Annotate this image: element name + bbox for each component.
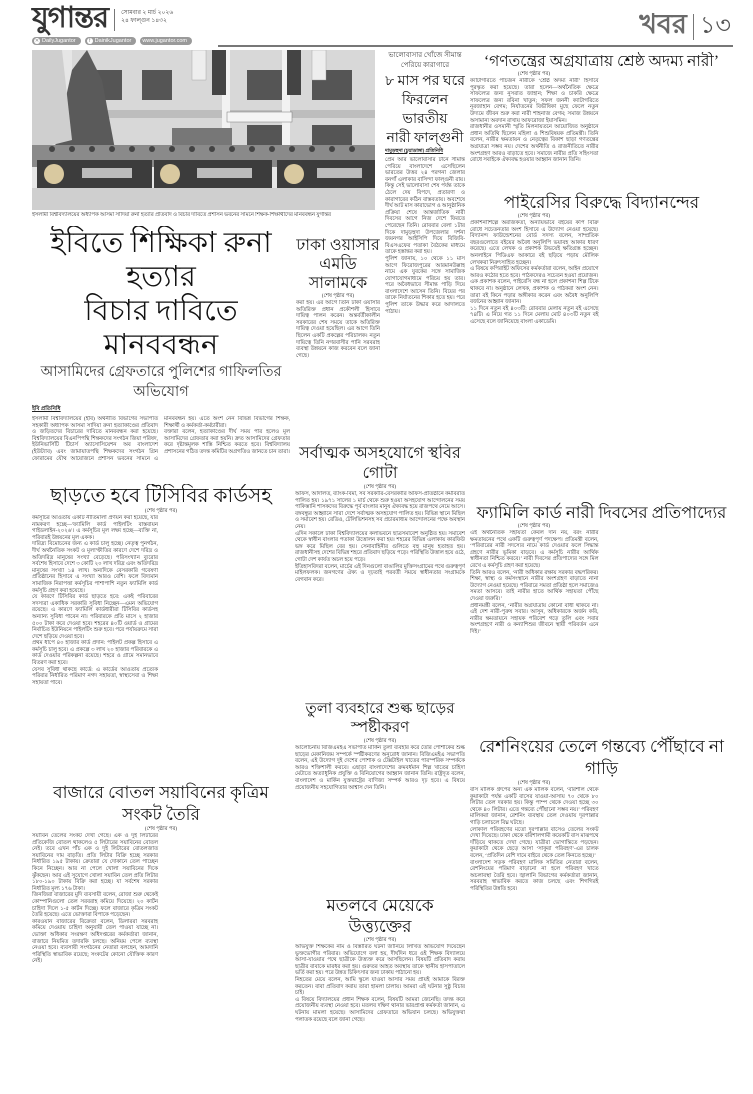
- soybean-body: [32, 833, 290, 1087]
- article-paragraph: এ বিষয়ে কপিরাইট অফিসের কর্মকর্তারা বলেন, আইন প্রয়োগে আরও কঠোর হতে হবে। পাঠকদেরও সচেতন হওয়া প্রয়োজন। এক প্রকাশক বলেন, পাইরেসি বন্ধ না হলে প্রকাশনা শিল্প টিকে থাকবে না। অনুষ্ঠানে লেখক, প্রকাশক ও পাঠকরা অংশ নেন। তারা বই কিনে পড়ার অঙ্গীকার করেন এবং অবৈধ অনুলিপি বর্জনের আহ্বান জানান।: [470, 266, 599, 306]
- article-paragraph: প্রধানমন্ত্রী বলেন, ‘নারীর অগ্রযাত্রায় কোনো বাধা থাকবে না। এই দেশ নারী-পুরুষ সবার। আসুন, অধিকারকে অর্জন করি, নারীর ক্ষমতায়নে সহায়ক পরিবেশ গড়ে তুলি এবং সবার অংশগ্রহণে নারী ও কন্যাশিশুর জীবনে স্থায়ী পরিবর্তন এনে দিই।’: [470, 602, 599, 635]
- continued-label: (শেষ পৃষ্ঠার পর): [517, 213, 551, 219]
- family-card-article: [470, 502, 733, 730]
- social-facebook-link[interactable]: [85, 37, 137, 45]
- phalguni-byline: দামুড়হুদা (চুয়াডাঙ্গা) প্রতিনিধি: [385, 149, 444, 154]
- democracy-body: [470, 78, 733, 188]
- wasa-body: [296, 300, 380, 440]
- article-paragraph: নিহতের মেয়ে বলেন, আমি স্কুলে যাওয়া আসার সময় প্রায়ই আমাকে বিরক্ত করতেন। বাবা প্রতিবাদ করায় তারা হামলা চালায়। আমরা এই ঘটনার সুষ্ঠু বিচার চাই।: [295, 976, 465, 997]
- article-paragraph: তিনি আরও বলেন, ‘নারী অধিকার রক্ষায় সরকার বদ্ধপরিকর। শিক্ষা, স্বাস্থ্য ও কর্মসংস্থানে নারীর অংশগ্রহণ বাড়াতে নানা উদ্যোগ নেওয়া হয়েছে। পরিবারে সমতা প্রতিষ্ঠা হলে সমাজেও সমতা আসবে। তাই নারীর হাতে আর্থিক সহায়তা পৌঁছে দেওয়া জরুরি।’: [470, 569, 599, 602]
- phalguni-headline-1: ৮ মাস পর ঘরে: [385, 74, 465, 89]
- continued-label: (শেষ পৃষ্ঠার পর): [363, 484, 397, 490]
- issue-date: [121, 9, 173, 25]
- section-divider: [693, 14, 694, 40]
- continued-label: (শেষ পৃষ্ঠার পর): [144, 508, 178, 514]
- lead-headline-line1: ইবিতে শিক্ষিকা রুনা হত্যার: [50, 227, 272, 293]
- protest-photo-image: [32, 50, 375, 210]
- matlab-article: [295, 895, 465, 1087]
- continued-label: (শেষ পৃষ্ঠার পর): [517, 780, 551, 786]
- cotton-headline: তুলা ব্যবহারে শুল্ক ছাড়ের স্পষ্টীকরণ: [305, 701, 455, 736]
- article-paragraph: পুলিশ জানায়, ১০ থেকে ১১ মাস আগে ফিরোজপুরের আরমানউল্লাহ নামে এক যুবকের সঙ্গে সামাজিক যোগাযোগমাধ্যমে পরিচয় হয় তার। পরে অবৈধভাবে সীমান্ত পাড়ি দিয়ে বাংলাদেশে আসেন তিনি। বিয়ের পর তাকে নির্যাতনের শিকার হতে হয়। পরে পুলিশ তাকে উদ্ধার করে আদালতে পাঠায়।: [385, 255, 465, 315]
- lead-subhead: আসামিদের গ্রেফতারে পুলিশের গাফিলতির অভিযোগ: [40, 364, 282, 400]
- date-bengali: ২৪ ফাল্গুন ১৪৩২: [121, 18, 167, 24]
- strike-article: [295, 444, 465, 694]
- article-paragraph: দারিদ্র্য বিমোচনের জন্য এ কার্ড চালু হচ্ছে। নেতৃত্ব পুনর্গঠন, দীর্ঘ অর্থনৈতিক সংকট ও মূল্যস্ফীতির কারণে দেশে দরিদ্র ও অতিদরিদ্র মানুষের সংখ্যা বেড়েছে। পরিসংখ্যান ব্যুরোর সর্বশেষ হিসাবে দেশে ৩ কোটি ২০ লাখ দরিদ্র এবং অতিদরিদ্র মানুষের সংখ্যা ১৪ লাখ। অন্যদিকে বেসরকারি গবেষণা প্রতিষ্ঠানের হিসাবে এ সংখ্যা আরও বেশি। ফলে বিদ্যমান সামাজিক নিরাপত্তা কর্মসূচির পাশাপাশি নতুন ফ্যামিলি কার্ড কর্মসূচি গ্রহণ করা হয়েছে।: [32, 541, 158, 594]
- article-paragraph: এদিন সকালে ঢাকা বিশ্ববিদ্যালয়ের কলাভবনে ছাত্রসমাবেশ অনুষ্ঠিত হয়। সমাবেশ থেকে স্বাধীন বাংলার পতাকা উত্তোলন করা হয়। শহরের বিভিন্ন এলাকায় কারফিউ ভঙ্গ করে মিছিল বের হয়। সেনাবাহিনীর গুলিতে বহু মানুষ হতাহত হয়। রাজধানীসহ দেশের বিভিন্ন শহরে প্রতিবাদ ছড়িয়ে পড়ে। পরিস্থিতি উত্তাল হয়ে ওঠে, গোটা দেশ কার্যত অচল হয়ে পড়ে।: [295, 530, 465, 563]
- strike-body: [295, 491, 465, 694]
- continued-label: (শেষ পৃষ্ঠার পর): [517, 71, 551, 77]
- section-header: [639, 4, 731, 49]
- democracy-headline: ‘গণতন্ত্রের অগ্রযাত্রায় শ্রেষ্ঠ অদম্য নারী’: [483, 53, 719, 70]
- tcb-body: [32, 515, 290, 776]
- article-paragraph: এ বিষয়ে বিদ্যালয়ের প্রধান শিক্ষক বলেন, বিষয়টি আমরা জেনেছি। তদন্ত করে প্রয়োজনীয় ব্যবস্থা নেওয়া হবে। মতলব দক্ষিণ থানার ভারপ্রাপ্ত কর্মকর্তা জানান, এ ঘটনায় মামলা হয়েছে। আসামিদের গ্রেফতারে অভিযান চলছে। অভিযুক্তরা পলাতক রয়েছে বলে জানা গেছে।: [295, 996, 465, 1023]
- cotton-article: [295, 700, 465, 888]
- social-label: DailyJugantor: [42, 38, 76, 44]
- article-paragraph: এই অর্থনৈতিক সহায়তা কেবল দান নয়, বরং নারীর ক্ষমতায়নের পথে একটি গুরুত্বপূর্ণ পদক্ষেপ। প্রতিমন্ত্রী বলেন, ‘পরিবারের নারী সদস্যের নামে কার্ড দেওয়ার ফলে সিদ্ধান্ত গ্রহণে নারীর ভূমিকা বাড়বে। এ কর্মসূচি নারীর আর্থিক স্বাধীনতা নিশ্চিত করবে।’ নারী দিবসের প্রতিপাদ্যের সঙ্গে মিল রেখে এ কর্মসূচি গ্রহণ করা হয়েছে।: [470, 530, 599, 569]
- wasa-headline-line1: ঢাকা ওয়াসার: [296, 237, 380, 254]
- article-paragraph: কর্মসূচির আওতায় একটি নীতিমালা প্রণয়ন করা হয়েছে, যার নামকরণ হচ্ছে—'ফ্যামিলি কার্ড পাইলটিং বাস্তবায়ন গাইডলাইন-২০২৬'। এ কর্মসূচির মূল লক্ষ্য হচ্ছে—ব্যক্তি না, পরিবারই উন্নয়নের মূল একক।: [32, 515, 158, 541]
- piracy-headline: পাইরেসির বিরুদ্ধে বিদ্যানন্দের: [503, 193, 700, 212]
- facebook-icon: f: [87, 38, 93, 44]
- democracy-article: [470, 52, 733, 188]
- family-card-headline: ফ্যামিলি কার্ড নারী দিবসের প্রতিপাদ্যের: [476, 503, 727, 522]
- date-gregorian: সোমবার ২ মার্চ ২০২৬: [121, 10, 174, 16]
- continued-label: (শেষ পৃষ্ঠার পর): [363, 937, 397, 943]
- family-card-body: [470, 530, 733, 730]
- page-number: ১৩: [699, 12, 731, 39]
- lead-photo: [32, 50, 375, 210]
- lead-article: [32, 226, 290, 464]
- masthead-brand: [32, 3, 173, 35]
- article-paragraph: জিনজিরা বাজারের মুদি ব্যবসায়ী বলেন, রোজা শুরু থেকেই কোম্পানিগুলো তেল সরবরাহ কমিয়ে দিয়েছে। ২০ কার্টন চাহিদা দিলে ১-৫ কার্টন দিচ্ছে। ফলে বাজারে কৃত্রিম সংকট তৈরি হয়েছে। এতে ভোক্তারা বিপাকে পড়েছেন।: [32, 892, 158, 919]
- ration-article: [470, 736, 733, 1087]
- soybean-article: [32, 782, 290, 1087]
- lead-byline: ইবি প্রতিনিধি: [32, 406, 61, 412]
- ration-body: [470, 787, 733, 1087]
- lead-body: [32, 416, 290, 464]
- article-paragraph: ১১ দিনে নতুন বই ৪০৩টি: রোববার মেলায় নতুন বই এসেছে ৭৪টি। এ নিয়ে গত ১১ দিনে মেলায় মোট ৪০৩টি নতুন বই এসেছে বলে জানিয়েছে বাংলা একাডেমি।: [470, 305, 599, 325]
- article-paragraph: করা হয়। এর আগে তিনি ঢাকা ওয়াসার অতিরিক্ত প্রধান প্রকৌশলী হিসাবে দায়িত্ব পালন করেন। অন্তর্বর্তীকালীন সরকারের শেষ সময়ে তাকে অতিরিক্ত দায়িত্ব দেওয়া হয়েছিল। এর আগে তিনি ছিলেন একটি প্রকল্পের পরিচালক। নতুন দায়িত্বে তিনি নগরবাসীর পানি সরবরাহ ব্যবস্থা উন্নয়নে কাজ করবেন বলে জানা গেছে।: [296, 300, 380, 359]
- article-paragraph: প্রথম ধাপে ৪০ হাজার কার্ড প্রদান: পাইলট প্রকল্প হিসাবে এ কর্মসূচি চালু হবে। এ প্রকল্পে ৩ লাখ ২০ হাজার পরিবারকে এ কার্ড দেওয়ার পরিকল্পনা রয়েছে। শহরে ও গ্রামে সমানভাবে বিতরণ করা হবে।: [32, 640, 158, 667]
- article-paragraph: বক্তারা বলেন, হত্যাকাণ্ডের দীর্ঘ সময় পার হলেও মূল আসামিদের গ্রেফতার করা হয়নি। দ্রুত আসামিদের গ্রেফতার করে দৃষ্টান্তমূলক শাস্তি নিশ্চিত করতে হবে। বিশ্ববিদ্যালয় প্রশাসনের গঠিত তদন্ত কমিটির অগ্রগতিও জানতে চান তারা।: [164, 429, 290, 455]
- soybean-headline: বাজারে বোতল সয়াবিনের কৃত্রিম সংকট তৈরি: [53, 783, 269, 824]
- phalguni-headline-2: ফিরলেন ভারতীয়: [401, 93, 449, 127]
- piracy-article: [470, 192, 733, 496]
- strike-headline: সর্বাত্মক অসহযোগে স্থবির গোটা: [299, 445, 461, 482]
- tcb-article: [32, 484, 290, 776]
- social-links: [32, 37, 192, 45]
- website-link[interactable]: [140, 37, 192, 45]
- article-paragraph: অভিযুক্ত শিক্ষকের নাম ও বিস্তারিত ঘটনা জানিয়ে লিখিত অভিযোগ দিয়েছেন ভুক্তভোগীর পরিবার। অভিযোগে বলা হয়, দীর্ঘদিন ধরে ওই শিক্ষক বিদ্যালয়ে আসা-যাওয়ার পথে ছাত্রীকে উত্ত্যক্ত করে আসছিলেন। বিষয়টি প্রতিবাদ করায় ছাত্রীর বাবাকে মারধর করা হয়। গুরুতর আহত অবস্থায় তাকে স্থানীয় হাসপাতালে ভর্তি করা হয়। পরে উন্নত চিকিৎসার জন্য ঢাকায় পাঠানো হয়।: [295, 944, 465, 977]
- photo-caption: ইসলামী বিশ্ববিদ্যালয়ের অধ্যাপক আসমা সাদিয়া রুনা হত্যার প্রতিবাদ ও বিচার দাবিতে প্রশাসন ভবনের সামনে শিক্ষক-শিক্ষার্থীদের মানববন্ধন যুগান্তর: [32, 212, 331, 218]
- continued-label: (শেষ পৃষ্ঠার পর): [144, 826, 178, 832]
- cotton-body: [295, 745, 465, 888]
- article-paragraph: ইতিহাসবিদরা বলেন, মার্চের এই দিনগুলো বাঙালির মুক্তিসংগ্রামের পথে গুরুত্বপূর্ণ মাইলফলক। জনগণের ঐক্য ও দৃঢ়তাই পরবর্তী সময়ে স্বাধীনতার সংগ্রামকে বেগবান করে।: [295, 563, 465, 583]
- matlab-body: [295, 944, 465, 1087]
- continued-label: (শেষ পৃষ্ঠার পর): [363, 738, 397, 744]
- article-paragraph: প্রকাশনাশিল্পে অরাজকতা, অন্যায়ভাবে বইয়ের কপি বিক্রি রোধে সচেতনতার অংশ হিসাবে এ উদ্যোগ নেওয়া হয়েছে। বিদ্যানন্দ ফাউন্ডেশনের বোর্ড সদস্য বলেন, সাম্প্রতিক বছরগুলোতে বইয়ের অবৈধ অনুলিপি ভয়াবহ আকার ধারণ করেছে। এতে লেখক ও প্রকাশক উভয়েই ক্ষতিগ্রস্ত হচ্ছেন। অনলাইনে পিডিএফ আকারে বই ছড়িয়ে পড়ায় মৌলিক লেখকরা নিরুৎসাহিত হচ্ছেন।: [470, 220, 599, 266]
- ration-headline: রেশনিংয়ের তেলে গন্তব্যে পৌঁছাবে না গাড়ি: [479, 737, 724, 778]
- article-paragraph: ক্যাটাগরিতে পাঁচজন নারীকে ‘শ্রেষ্ঠ অদম্য নারী’ হিসাবে পুরস্কৃত করা হয়েছে। তারা হলেন—অর্থনৈতিক ক্ষেত্রে সাফল্যের জন্য নুসরাত জাহান; শিক্ষা ও চাকরি ক্ষেত্রে সাফল্যের জন্য রবিনা খাতুন; সফল জননী ক্যাটাগরিতে নূরজাহান বেগম; নির্যাতনের বিভীষিকা মুছে ফেলে নতুন উদ্যমে জীবন শুরু করা নারী শাহনাজ বেগম; সমাজ উন্নয়নে অসামান্য অবদান রাখায় আফরোজা ইয়াসমিন।: [470, 78, 599, 124]
- phalguni-kicker-1: ভালোবাসার খোঁজে সীমান্ত: [388, 51, 462, 59]
- matlab-headline: মতলবে মেয়েকে উত্ত্যক্তের: [326, 896, 434, 936]
- wasa-article: [296, 236, 380, 440]
- phalguni-article: [385, 50, 465, 438]
- phalguni-headline-3: নারী ফাল্গুনী: [386, 131, 464, 146]
- article-paragraph: প্রেম আর ভালোবাসার টানে সীমান্ত পেরিয়ে বাংলাদেশে এসেছিলেন ভারতের উত্তর ২৪ পরগনা জেলার বনগাঁ এলাকার বাসিন্দা ফাল্গুনী রায়। কিন্তু সেই ভালোবাসা শেষ পর্যন্ত তাকে ঠেলে দেয় বিপদে, প্রতারণা ও কারাগারের কঠিন বাস্তবতায়। অবশেষে দীর্ঘ আট মাস কারাভোগ ও আনুষ্ঠানিক প্রক্রিয়া শেষে আন্তর্জাতিক নারী দিবসের আগে নিজ দেশে ফিরতে পেরেছেন তিনি। রোববার বেলা ১টার দিকে দামুড়হুদা উপজেলার দর্শনা জয়নগর আইসিপি দিয়ে বিজিবি-বিএসএফের পতাকা বৈঠকের মাধ্যমে তাকে হস্তান্তর করা হয়।: [385, 157, 465, 256]
- lead-headline-line2: বিচার দাবিতে মানববন্ধন: [84, 295, 238, 361]
- social-label: DainikJugantor: [94, 38, 132, 44]
- article-paragraph: যেসব সুবিধা থাকছে কার্ডে: এ কার্ডের আওতায় প্রত্যেক পরিবার নির্ধারিত পরিমাণ নগদ সহায়তা, স্বাস্থ্যসেবা ও শিক্ষা সহায়তা পাবে।: [32, 666, 158, 686]
- phalguni-body: [385, 157, 465, 438]
- article-paragraph: সয়াবিন তেলের সংকট দেখা গেছে। এক ও দুই লিটারের প্রতিকেজি বোতল থাকলেও ৫ লিটারের সয়াবিনের বোতল নেই। তবে এখন পাঁচ এক ও দুই লিটারের বোতলজাত সয়াবিনের দাম বাড়তি। প্রতি লিটার বিক্রি হচ্ছে সরকার নির্ধারিত ১৯৫ টাকায়। ক্রেতারা যে দোকানে তেল পাচ্ছেন কিনে নিচ্ছেন। আর না পেলে খোলা সয়াবিনের দিকে ঝুঁকছেন। আর এই সুযোগে খোলা সয়াবিন তেল প্রতি লিটার ১৮০-১৯০ টাকায় বিক্রি করা হচ্ছে। যা সর্বশেষ সরকার নির্ধারিত মূল্য ১৭৬ টাকা।: [32, 833, 158, 892]
- newspaper-logo: যুগান্তর: [32, 2, 109, 34]
- article-paragraph: ইসলামী বিশ্ববিদ্যালয়ের (ইবি) অর্থনীতি বিভাগের সভাপতি সহকারী অধ্যাপক আসমা সাদিয়া রুনা হত্যাকাণ্ডের প্রতিবাদ ও জড়িতদের বিচারের দাবিতে মানববন্ধন করা হয়েছে। বিশ্ববিদ্যালয়ের বিএনপিপন্থি শিক্ষকদের সংগঠন জিয়া পরিষদ, ইউনিভার্সিটি টিচার্স অ্যাসোসিয়েশন অব বাংলাদেশ (ইউট্যাব) এবং জামায়াতপন্থি শিক্ষকদের সংগঠন গ্রিন ফোরামের যৌথ আয়োজনে প্রশাসন ভবনের সামনে এ মানববন্ধন হয়। এতে অংশ নেন বিভিন্ন বিভাগের শিক্ষক, শিক্ষার্থী ও কর্মকর্তা-কর্মচারীরা।: [32, 416, 290, 462]
- article-paragraph: আলোচনায় বিজিএমইএ সভাপতি মার্কিন তুলা ব্যবহার করে তৈরি পোশাকের শুল্ক ছাড়ের মেকানিজম সম্পর্কে স্পষ্টীকরণের অনুরোধ জানান। বিজিএমইএ সভাপতি বলেন, এই উদ্যোগ দুই দেশের পোশাক ও টেক্সটাইল খাতের পারস্পরিক সম্পর্ককে আরও শক্তিশালী করবে। এছাড়া বাংলাদেশের ক্রমবর্ধমান শিল্প খাতের চাহিদা মেটাতে অত্যাধুনিক প্রযুক্তি ও বিনিয়োগের আহ্বান জানান তিনি। রাষ্ট্রদূত বলেন, বাংলাদেশ ও মার্কিন যুক্তরাষ্ট্রের বাণিজ্য সম্পর্ক আরও দৃঢ় হবে। এ বিষয়ে প্রয়োজনীয় সহযোগিতার আশ্বাস দেন তিনি।: [295, 745, 465, 791]
- phalguni-kicker-2: পেরিয়ে কারাগারে: [400, 61, 450, 69]
- article-paragraph: অফিস, আদালত, ব্যাংক-বিমা, সব সরকারি-বেসরকারি অফিস-প্রতিষ্ঠানে কর্মবিরতি পালিত হয়। ১৯৭১ সালের ১ মার্চ থেকে শুরু হওয়া অসহযোগ আন্দোলনের সময় পাকিস্তানি শাসকদের বিরুদ্ধে পূর্ব বাংলার মানুষ ঐক্যবদ্ধ হয়ে রাজপথে নেমে আসে। বঙ্গবন্ধুর আহ্বানে সারা দেশে সর্বাত্মক অসহযোগ পালিত হয়। বিভিন্ন স্থানে মিছিল ও সমাবেশ হয়। রেডিও, টেলিভিশনসহ সব প্রচারমাধ্যম আন্দোলনের পক্ষে অবস্থান নেয়।: [295, 491, 465, 530]
- article-paragraph: যে কারণে টিসিবির কার্ড ছাড়তে হবে: একই পরিবারের সদস্যরা একাধিক সরকারি সুবিধা নিচ্ছেন—এমন অভিযোগ রয়েছে। এ কারণে ফ্যামিলি কার্ডধারীরা টিসিবির কার্ডসহ অন্যান্য সুবিধা পাবেন না। পরিবারকে প্রতি মাসে ২ হাজার ৫০০ টাকা করে দেওয়া হবে। শহরের ৪০টি ওয়ার্ড ও গ্রামের নির্বাচিত ইউনিয়নে পাইলটিং শুরু হবে। পরে পর্যায়ক্রমে সারা দেশে ছড়িয়ে দেওয়া হবে।: [32, 594, 158, 640]
- article-paragraph: রাজধানীর ওসমানী স্মৃতি মিলনায়তনে আয়োজিত অনুষ্ঠানে প্রধান অতিথি ছিলেন মহিলা ও শিশুবিষয়ক প্রতিমন্ত্রী। তিনি বলেন, নারীর ক্ষমতায়ন ও নেতৃত্বের বিকাশ ছাড়া গণতন্ত্রের অগ্রযাত্রা সম্ভব নয়। দেশের অর্থনীতি ও রাজনীতিতে নারীর অংশগ্রহণ আরও বাড়াতে হবে। সমাজে নারীর প্রতি সহিংসতা রোধে সবাইকে ঐক্যবদ্ধ হওয়ার আহ্বান জানান তিনি।: [470, 124, 599, 164]
- continued-label: (শেষ পৃষ্ঠার পর): [517, 523, 551, 529]
- continued-label: (শেষ পৃষ্ঠার পর): [321, 293, 355, 299]
- article-paragraph: বাংলাদেশ সড়ক পরিবহণ মালিক সমিতির নেতারা বলেন, রেশনিংয়ের পরিমাণ বাড়ানো না হলে পরিবহণ খাতে অচলাবস্থা তৈরি হবে। জ্বালানি বিভাগের কর্মকর্তারা জানান, সরবরাহ স্বাভাবিক করতে কাজ চলছে এবং শিগগিরই পরিস্থিতির উন্নতি হবে।: [470, 859, 599, 892]
- masthead-divider: [114, 9, 115, 31]
- social-x-link[interactable]: [32, 37, 81, 45]
- article-paragraph: বাস মালিক গ্রুপের অন্য এক মালিক বলেন, ‘বরিশাল থেকে কুয়াকাটা পর্যন্ত একটি বাসের যাওয়া-আসায় ৭০ থেকে ৮০ লিটার তেল দরকার হয়। কিন্তু পাম্প থেকে দেওয়া হচ্ছে ৩০ থেকে ৪০ লিটার। এতে গন্তব্যে পৌঁছানো সম্ভব নয়।’ পরিবহণ মালিকরা জানান, রেশনিং ব্যবস্থায় তেল দেওয়ায় দূরপাল্লার গাড়ি চলাচলে বিঘ্ন ঘটছে।: [470, 787, 599, 826]
- piracy-body: [470, 220, 733, 496]
- tcb-headline: ছাড়তে হবে টিসিবির কার্ডসহ: [50, 485, 272, 507]
- article-paragraph: কারওয়ান বাজারের বিক্রেতা বলেন, ডিলাররা সরবরাহ কমিয়ে দেওয়ায় চাহিদা অনুযায়ী তেল পাওয়া যাচ্ছে না। ভোক্তা অধিকার সংরক্ষণ অধিদপ্তরের কর্মকর্তারা জানান, বাজারে নিয়মিত তদারকি চলছে। অনিয়ম পেলে ব্যবস্থা নেওয়া হবে। ব্যবসায়ী সংগঠনের নেতারা বলছেন, আমদানি পরিস্থিতি স্বাভাবিক রয়েছে; সংকটের কোনো যৌক্তিক কারণ নেই।: [32, 918, 158, 965]
- x-icon: ✕: [34, 38, 40, 44]
- article-paragraph: লোকাল পরিবহণের মতো দূরপাল্লার বাসেও তেলের সংকট দেখা দিয়েছে। ঢাকা থেকে বরিশালগামী কয়েকটি বাস মাঝপথে দাঁড়িয়ে থাকতে দেখা গেছে। যাত্রীরা ভোগান্তিতে পড়ছেন। কুয়াকাটা থেকে ছেড়ে আসা ‘সাকুরা পরিবহণ’-এর চালক বলেন, ‘প্রতিদিন বেশি দামে বাইরে থেকে তেল কিনতে হচ্ছে।’: [470, 826, 599, 859]
- social-label: www.jugantor.com: [142, 38, 187, 44]
- section-name: খবর: [639, 9, 687, 39]
- wasa-headline-line2: এমডি সালামকে: [308, 256, 368, 292]
